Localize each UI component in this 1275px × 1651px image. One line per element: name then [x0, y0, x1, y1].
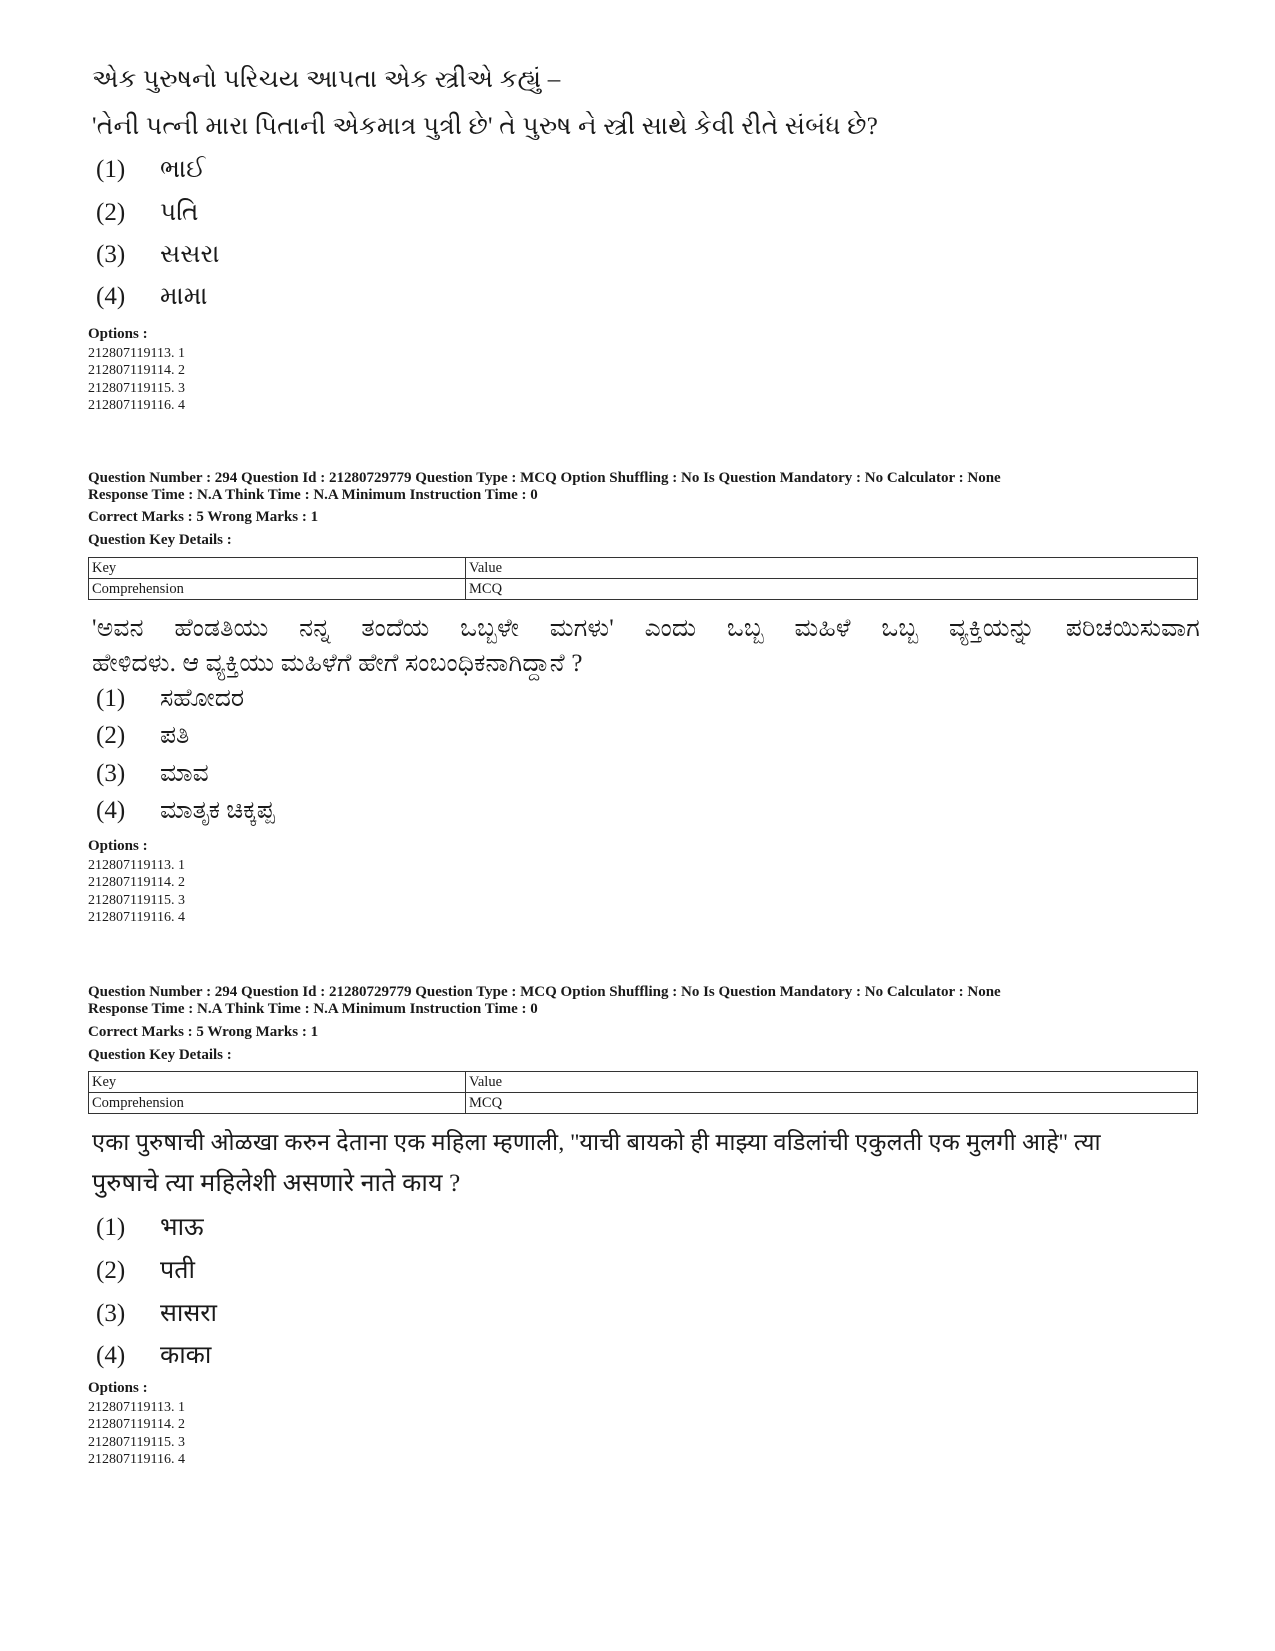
- option-text: भाऊ: [160, 1214, 204, 1241]
- option-number: (1): [96, 1214, 126, 1241]
- option-text: સસરા: [160, 241, 220, 268]
- question-key-details-label: Question Key Details :: [88, 1047, 232, 1063]
- table-cell-key: Comprehension: [89, 579, 466, 600]
- option-id: 212807119113. 1: [88, 858, 185, 873]
- table-header-value: Value: [466, 558, 1198, 579]
- question-marks: Correct Marks : 5 Wrong Marks : 1: [88, 1024, 319, 1040]
- options-label: Options :: [88, 838, 148, 854]
- table-cell-value: MCQ: [466, 1093, 1198, 1114]
- question-text-line-2: पुरुषाचे त्या महिलेशी असणारे नाते काय ?: [92, 1170, 461, 1197]
- option-id: 212807119114. 2: [88, 363, 185, 379]
- option-ids-list: [88, 1399, 185, 1469]
- option-id: 212807119115. 3: [88, 1434, 185, 1450]
- option-number: (2): [96, 722, 126, 749]
- option-2: [96, 722, 189, 750]
- options-label: Options :: [88, 1380, 148, 1396]
- option-text: सासरा: [160, 1300, 217, 1327]
- option-text: ಮಾವ: [160, 760, 209, 787]
- option-id: 212807119116. 4: [88, 1452, 185, 1468]
- option-text: પતિ: [160, 199, 199, 226]
- option-number: (4): [96, 283, 126, 310]
- option-1: [96, 685, 244, 713]
- option-3: [96, 241, 220, 269]
- option-number: (1): [96, 156, 126, 183]
- option-id: 212807119114. 2: [88, 875, 185, 891]
- option-3: [96, 760, 209, 788]
- option-number: (3): [96, 1300, 126, 1327]
- option-number: (2): [96, 199, 126, 226]
- option-text: ಪತಿ: [160, 722, 190, 749]
- table-header-value: Value: [466, 1072, 1198, 1093]
- option-id: 212807119113. 1: [88, 1400, 185, 1415]
- question-text-line-1: એક પુરુષનો પરિચય આપતા એક સ્ત્રીએ કહ્યું –: [92, 66, 561, 93]
- option-number: (3): [96, 241, 126, 268]
- option-text: ಸಹೋದರ: [160, 685, 245, 712]
- question-key-table: [88, 1071, 1198, 1114]
- option-id: 212807119115. 3: [88, 892, 185, 908]
- option-1: [96, 1209, 204, 1243]
- question-meta-line-2: Response Time : N.A Think Time : N.A Minimum Instruction Time : 0: [88, 1001, 538, 1017]
- option-id: 212807119114. 2: [88, 1417, 185, 1433]
- table-header-key: Key: [89, 558, 466, 579]
- option-text: મામા: [160, 283, 208, 310]
- option-1: [96, 156, 205, 184]
- option-4: [96, 283, 208, 311]
- question-meta-line-1: Question Number : 294 Question Id : 21280729779 Question Type : MCQ Option Shuffling : No Is Question Mandatory : No Calculator : None: [88, 470, 1001, 486]
- option-number: (1): [96, 685, 126, 712]
- option-id: 212807119116. 4: [88, 910, 185, 926]
- option-number: (2): [96, 1257, 126, 1284]
- option-text: ભાઈ: [160, 156, 206, 183]
- question-meta-line-2: Response Time : N.A Think Time : N.A Minimum Instruction Time : 0: [88, 487, 538, 503]
- question-text-line-2: 'તેની પત્ની મારા પિતાની એકમાત્ર પુત્રી છે' તે પુરુષ ને સ્ત્રી સાથે કેવી રીતે સંબંધ છે?: [92, 113, 879, 140]
- option-number: (4): [96, 797, 126, 824]
- option-id: 212807119115. 3: [88, 380, 185, 396]
- option-3: [96, 1295, 217, 1329]
- question-meta-line-1: Question Number : 294 Question Id : 21280729779 Question Type : MCQ Option Shuffling : No Is Question Mandatory : No Calculator : None: [88, 984, 1001, 1000]
- option-number: (4): [96, 1342, 126, 1369]
- option-number: (3): [96, 760, 126, 787]
- option-4: [96, 797, 275, 825]
- option-id: 212807119113. 1: [88, 346, 185, 361]
- table-row: [89, 558, 1198, 579]
- table-row: [89, 579, 1198, 600]
- table-row: [89, 1072, 1198, 1093]
- option-ids-list: [88, 345, 185, 415]
- option-2: [96, 199, 198, 227]
- table-header-key: Key: [89, 1072, 466, 1093]
- table-row: [89, 1093, 1198, 1114]
- table-cell-value: MCQ: [466, 579, 1198, 600]
- question-key-table: [88, 557, 1198, 600]
- option-text: पती: [160, 1257, 195, 1284]
- question-text-line-1: 'ಅವನ ಹೆಂಡತಿಯು ನನ್ನ ತಂದೆಯ ಒಬ್ಬಳೇ ಮಗಳು' ಎಂದು ಒಬ್ಬ ಮಹಿಳೆ ಒಬ್ಬ ವ್ಯಕ್ತಿಯನ್ನು ಪರಿಚಯಿಸುವಾಗ: [92, 615, 1200, 642]
- question-marks: Correct Marks : 5 Wrong Marks : 1: [88, 509, 319, 525]
- option-text: ಮಾತೃಕ ಚಿಕ್ಕಪ್ಪ: [160, 797, 275, 824]
- question-text-line-2: ಹೇಳಿದಳು. ಆ ವ್ಯಕ್ತಿಯು ಮಹಿಳೆಗೆ ಹೇಗೆ ಸಂಬಂಧಿಕನಾಗಿದ್ದಾನೆ ?: [92, 650, 583, 677]
- options-label: Options :: [88, 326, 148, 342]
- table-cell-key: Comprehension: [89, 1093, 466, 1114]
- option-id: 212807119116. 4: [88, 398, 185, 414]
- question-text-line-1: एका पुरुषाची ओळखा करुन देताना एक महिला म्हणाली, ''याची बायको ही माझ्या वडिलांची एकुलती एक मुलगी आहे'' त्या: [92, 1130, 1101, 1156]
- option-2: [96, 1252, 195, 1286]
- option-4: [96, 1337, 211, 1371]
- option-ids-list: [88, 857, 185, 927]
- option-text: काका: [160, 1342, 212, 1369]
- question-key-details-label: Question Key Details :: [88, 532, 232, 548]
